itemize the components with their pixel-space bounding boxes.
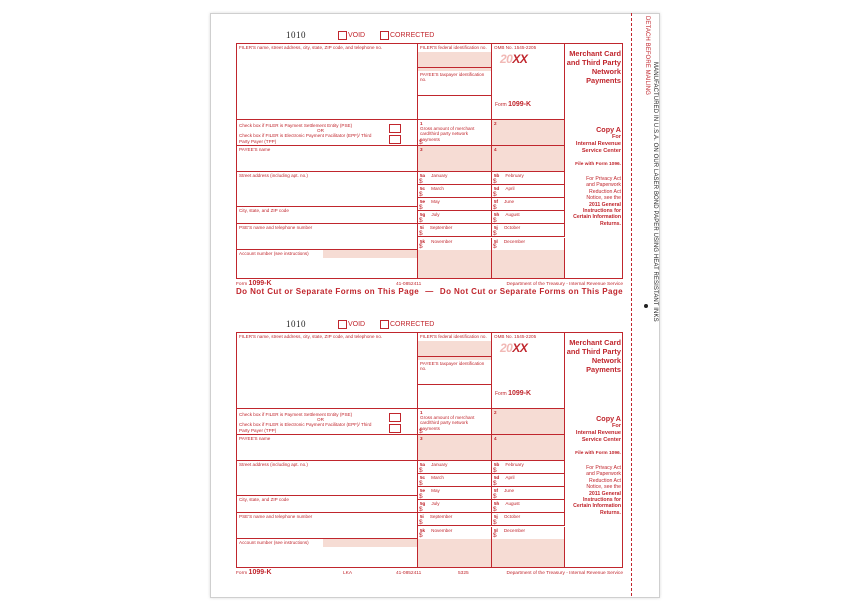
payee-name-field[interactable]	[237, 435, 418, 461]
pse-checkbox[interactable]	[389, 413, 401, 422]
month-dollar: $	[419, 190, 423, 198]
epf-checkbox[interactable]	[389, 424, 401, 433]
separator-dash: —	[425, 287, 434, 296]
month-box-number: 5j	[494, 225, 498, 231]
year-prefix: 20	[500, 341, 513, 355]
general-line: Certain Information	[573, 214, 621, 221]
or-label: OR	[317, 417, 324, 423]
privacy-line: Reduction Act	[588, 188, 621, 195]
account-number-field[interactable]	[237, 250, 418, 278]
for-label: For	[611, 423, 621, 429]
month-name-label: May	[431, 488, 440, 494]
month-box-may[interactable]	[418, 198, 492, 211]
copy-label: Copy A	[596, 414, 621, 423]
blank-tint-right	[492, 539, 565, 567]
privacy-line: Notice, see the	[586, 195, 621, 202]
fed-id-tint	[418, 52, 491, 67]
month-dollar: $	[419, 532, 423, 540]
title-line-1: Merchant Card	[569, 49, 621, 58]
account-number-field[interactable]	[237, 539, 418, 567]
month-dollar: $	[419, 204, 423, 212]
month-box-april[interactable]	[492, 474, 565, 487]
general-line: 2011 General	[588, 201, 621, 208]
month-name-label: September	[429, 514, 453, 520]
month-box-february[interactable]	[492, 461, 565, 474]
form-number: 1099-K	[508, 101, 532, 108]
form-footer	[236, 569, 623, 576]
account-tint	[323, 250, 417, 258]
epf-checkbox[interactable]	[389, 135, 401, 144]
box4-field[interactable]	[492, 146, 565, 172]
box3-field[interactable]	[418, 146, 492, 172]
month-name-label: February	[505, 462, 524, 467]
box1-dollar: $	[419, 138, 423, 146]
box2-field[interactable]	[492, 120, 565, 146]
street-label: Street address (including apt. no.)	[239, 462, 308, 467]
footer-form-number: 1099-K	[248, 280, 272, 287]
form-number: 1099-K	[508, 390, 532, 397]
pse-check-label: Check box if FILER is Payment Settlement Entity (PSE)	[239, 123, 353, 128]
month-box-december[interactable]	[492, 238, 565, 251]
form-title	[565, 49, 621, 85]
privacy-notice	[565, 176, 621, 227]
month-box-number: 5g	[420, 501, 426, 507]
form-grid	[236, 332, 623, 568]
separator-text-left: Do Not Cut or Separate Forms on This Page	[236, 287, 420, 296]
box4-field[interactable]	[492, 435, 565, 461]
privacy-line: For Privacy Act	[586, 176, 621, 182]
month-box-number: 5b	[494, 462, 500, 467]
form-grid	[236, 43, 623, 279]
pse-name-field[interactable]	[237, 513, 418, 539]
month-name-label: July	[431, 212, 440, 218]
month-box-number: 5i	[420, 514, 424, 520]
city-state-zip-field[interactable]	[237, 207, 418, 224]
privacy-line: Reduction Act	[588, 477, 621, 484]
box1-number: 1	[420, 121, 423, 126]
month-box-number: 5b	[494, 173, 500, 178]
month-dollar: $	[493, 230, 497, 238]
footer-code: 5325	[458, 571, 469, 576]
void-checkbox[interactable]	[338, 31, 347, 40]
form-word: Form	[495, 391, 507, 397]
title-line-3: Network Payments	[586, 356, 621, 374]
street-label: Street address (including apt. no.)	[239, 173, 308, 178]
box1-field[interactable]	[418, 120, 492, 146]
month-dollar: $	[419, 493, 423, 501]
month-box-april[interactable]	[492, 185, 565, 198]
form-title	[565, 338, 621, 374]
center-label: Service Center	[581, 437, 621, 443]
street-address-field[interactable]	[237, 172, 418, 207]
privacy-notice	[565, 465, 621, 516]
form-code: 1010	[286, 30, 306, 40]
month-name-label: December	[503, 238, 526, 244]
month-box-number: 5a	[420, 462, 426, 467]
form-name-label	[495, 391, 531, 397]
month-box-june[interactable]	[492, 487, 565, 500]
pse-name-label: PSE'S name and telephone number	[239, 514, 313, 519]
month-name-label: June	[504, 488, 515, 494]
corrected-checkbox[interactable]	[380, 320, 389, 329]
filer-federal-id-field[interactable]	[418, 44, 492, 68]
month-box-number: 5f	[494, 199, 499, 205]
omb-number: OMB No. 1545-2205	[494, 334, 537, 339]
month-box-october[interactable]	[492, 513, 565, 526]
payee-taxpayer-id-field[interactable]	[418, 357, 492, 385]
footer-catalog-number: 41-0852411	[396, 571, 422, 576]
bullet-dot	[644, 304, 648, 308]
corrected-label: CORRECTED	[390, 321, 435, 328]
month-box-august[interactable]	[492, 500, 565, 513]
privacy-line: and Paperwork	[586, 182, 621, 189]
month-dollar: $	[419, 177, 423, 185]
form-name-label	[495, 102, 531, 108]
month-box-number: 5l	[494, 527, 498, 533]
month-box-january[interactable]	[418, 461, 492, 474]
account-label: Account number (see instructions)	[239, 540, 309, 545]
month-box-number: 5h	[494, 212, 500, 218]
month-dollar: $	[419, 243, 423, 251]
general-line: Instructions for	[582, 208, 621, 215]
month-name-label: November	[431, 527, 453, 533]
payee-name-field[interactable]	[237, 146, 418, 172]
footer-department: Department of the Treasury - Internal Revenue Service	[506, 571, 623, 576]
month-box-number: 5j	[494, 514, 498, 520]
month-box-number: 5a	[420, 173, 426, 178]
copy-panel	[565, 120, 621, 227]
perforation-line	[631, 13, 632, 596]
void-label: VOID	[348, 32, 366, 39]
manufacturer-notice: MANUFACTURED IN U.S.A. ON OUR LASER BOND PAPER USING HEAT RESISTANT INKS	[652, 62, 658, 322]
irs-label: Internal Revenue	[575, 141, 621, 147]
payee-name-label: PAYEE'S name	[239, 147, 271, 152]
month-name-label: August	[505, 212, 520, 218]
month-name-label: April	[505, 186, 515, 192]
filer-label: FILER'S name, street address, city, state, ZIP code, and telephone no.	[239, 334, 383, 339]
month-box-february[interactable]	[492, 172, 565, 185]
form-word: Form	[495, 102, 507, 108]
month-box-number: 5c	[420, 186, 426, 192]
fed-id-tint	[418, 341, 491, 356]
month-box-number: 5f	[494, 488, 499, 494]
blank-tint-left	[418, 250, 492, 278]
month-box-number: 5g	[420, 212, 426, 218]
month-name-label: July	[431, 501, 440, 507]
filer-fed-id-label: FILER'S federal identification no.	[420, 334, 487, 339]
month-name-label: January	[431, 173, 448, 178]
privacy-line: For Privacy Act	[586, 465, 621, 471]
month-box-number: 5c	[420, 475, 426, 481]
month-dollar: $	[493, 177, 497, 185]
month-box-number: 5d	[494, 186, 500, 192]
account-tint	[323, 539, 417, 547]
month-dollar: $	[493, 204, 497, 212]
pse-name-label: PSE'S name and telephone number	[239, 225, 313, 230]
filer-fed-id-label: FILER'S federal identification no.	[420, 45, 487, 50]
month-box-september[interactable]	[418, 513, 492, 526]
void-checkbox[interactable]	[338, 320, 347, 329]
box2-number: 2	[494, 121, 497, 126]
month-box-july[interactable]	[418, 211, 492, 224]
box3-number: 3	[420, 436, 423, 441]
footer-lka: LKA	[343, 571, 353, 576]
year-suffix: XX	[512, 341, 528, 355]
filer-label: FILER'S name, street address, city, state, ZIP code, and telephone no.	[239, 45, 383, 50]
month-box-january[interactable]	[418, 172, 492, 185]
general-line: Certain Information	[573, 503, 621, 510]
payee-id-tint-top	[418, 68, 491, 71]
month-box-june[interactable]	[492, 198, 565, 211]
epf-check-label: Check box if FILER is Electronic Payment Facilitator (EPF)/ Third Party Payer (TPP)	[239, 422, 372, 433]
spacer	[418, 385, 492, 409]
month-name-label: December	[503, 527, 526, 533]
file-with-label: File with Form 1096.	[575, 451, 621, 456]
month-box-september[interactable]	[418, 224, 492, 237]
month-dollar: $	[493, 190, 497, 198]
filer-type-checks	[237, 120, 418, 146]
month-box-may[interactable]	[418, 487, 492, 500]
box1-field[interactable]	[418, 409, 492, 435]
month-box-number: 5h	[494, 501, 500, 507]
form-header	[236, 30, 623, 43]
irs-label: Internal Revenue	[575, 430, 621, 436]
month-name-label: October	[503, 225, 521, 231]
payee-taxpayer-id-label: PAYEE'S taxpayer identification no.	[420, 72, 485, 83]
pse-checkbox[interactable]	[389, 124, 401, 133]
void-label: VOID	[348, 321, 366, 328]
box1-number: 1	[420, 410, 423, 415]
footer-form-word: Form	[236, 282, 248, 287]
month-name-label: March	[431, 475, 444, 481]
form-code: 1010	[286, 319, 306, 329]
month-box-december[interactable]	[492, 527, 565, 540]
month-dollar: $	[493, 479, 497, 487]
month-box-october[interactable]	[492, 224, 565, 237]
box1-dollar: $	[419, 427, 423, 435]
month-dollar: $	[493, 466, 497, 474]
year-suffix: XX	[512, 52, 528, 66]
month-name-label: May	[431, 199, 440, 205]
general-line: Returns.	[599, 509, 621, 516]
privacy-line: and Paperwork	[586, 471, 621, 478]
month-box-march[interactable]	[418, 185, 492, 198]
for-label: For	[611, 134, 621, 140]
month-dollar: $	[419, 230, 423, 238]
month-dollar: $	[419, 479, 423, 487]
month-box-july[interactable]	[418, 500, 492, 513]
footer-form-number: 1099-K	[248, 569, 272, 576]
title-line-3: Network Payments	[586, 67, 621, 85]
footer-catalog-number: 41-0852411	[396, 282, 422, 287]
filer-federal-id-field[interactable]	[418, 333, 492, 357]
footer-form-word: Form	[236, 571, 248, 576]
form-header	[236, 319, 623, 332]
box4-number: 4	[494, 436, 497, 441]
copy-panel	[565, 409, 621, 516]
omb-number: OMB No. 1545-2205	[494, 45, 537, 50]
blank-tint-left	[418, 539, 492, 567]
file-with-label: File with Form 1096.	[575, 162, 621, 167]
month-dollar: $	[419, 519, 423, 527]
form-1099k-top	[236, 30, 623, 303]
month-dollar: $	[493, 243, 497, 251]
or-label: OR	[317, 128, 324, 134]
month-dollar: $	[493, 506, 497, 514]
separator-warning	[236, 287, 623, 296]
month-box-november[interactable]	[418, 238, 492, 251]
form-1099k-bottom	[236, 319, 623, 592]
filer-type-checks	[237, 409, 418, 435]
omb-year-block	[492, 44, 565, 96]
month-box-number: 5d	[494, 475, 500, 481]
form-id-block	[492, 385, 565, 409]
month-name-label: September	[429, 225, 453, 231]
city-state-zip-field[interactable]	[237, 496, 418, 513]
box2-number: 2	[494, 410, 497, 415]
box1-label: Gross amount of merchant card/third party network payments	[420, 126, 475, 142]
payee-name-label: PAYEE'S name	[239, 436, 271, 441]
month-box-number: 5i	[420, 225, 424, 231]
month-name-label: January	[431, 462, 448, 467]
month-dollar: $	[493, 493, 497, 501]
month-dollar: $	[419, 217, 423, 225]
month-dollar: $	[493, 532, 497, 540]
center-label: Service Center	[581, 148, 621, 154]
month-dollar: $	[419, 466, 423, 474]
month-name-label: June	[504, 199, 515, 205]
month-dollar: $	[493, 217, 497, 225]
month-box-number: 5k	[420, 238, 426, 244]
city-label: City, state, and ZIP code	[239, 208, 289, 213]
side-margin	[640, 16, 658, 596]
tax-year	[500, 341, 528, 355]
month-box-number: 5l	[494, 238, 498, 244]
street-address-field[interactable]	[237, 461, 418, 496]
month-name-label: October	[503, 514, 521, 520]
box1-label: Gross amount of merchant card/third party network payments	[420, 415, 475, 431]
month-box-number: 5e	[420, 199, 426, 205]
month-name-label: March	[431, 186, 444, 192]
separator-text-right: Do Not Cut or Separate Forms on This Page	[439, 287, 623, 296]
spacer	[418, 96, 492, 120]
month-dollar: $	[419, 506, 423, 514]
payee-id-tint-top	[418, 357, 491, 360]
box2-field[interactable]	[492, 409, 565, 435]
box3-number: 3	[420, 147, 423, 152]
omb-year-block	[492, 333, 565, 385]
payee-taxpayer-id-label: PAYEE'S taxpayer identification no.	[420, 361, 485, 372]
month-dollar: $	[493, 519, 497, 527]
copy-label: Copy A	[596, 125, 621, 134]
month-box-november[interactable]	[418, 527, 492, 540]
filer-info-field[interactable]	[237, 333, 418, 409]
form-footer	[236, 280, 623, 287]
city-label: City, state, and ZIP code	[239, 497, 289, 502]
title-line-2: and Third Party	[566, 58, 621, 67]
general-line: Instructions for	[582, 497, 621, 504]
title-line-1: Merchant Card	[569, 338, 621, 347]
tax-year	[500, 52, 528, 66]
month-name-label: February	[505, 173, 524, 178]
corrected-label: CORRECTED	[390, 32, 435, 39]
box3-field[interactable]	[418, 435, 492, 461]
detach-notice: DETACH BEFORE MAILING	[644, 16, 650, 95]
month-name-label: November	[431, 238, 453, 244]
month-name-label: April	[505, 475, 515, 481]
blank-tint-right	[492, 250, 565, 278]
filer-info-field[interactable]	[237, 44, 418, 120]
month-box-number: 5e	[420, 488, 426, 494]
general-line: 2011 General	[588, 490, 621, 497]
month-box-number: 5k	[420, 527, 426, 533]
account-label: Account number (see instructions)	[239, 251, 309, 256]
privacy-line: Notice, see the	[586, 484, 621, 491]
year-prefix: 20	[500, 52, 513, 66]
footer-department: Department of the Treasury - Internal Revenue Service	[506, 282, 623, 287]
month-box-march[interactable]	[418, 474, 492, 487]
pse-name-field[interactable]	[237, 224, 418, 250]
box4-number: 4	[494, 147, 497, 152]
month-box-august[interactable]	[492, 211, 565, 224]
general-line: Returns.	[599, 220, 621, 227]
corrected-checkbox[interactable]	[380, 31, 389, 40]
form-id-block	[492, 96, 565, 120]
payee-taxpayer-id-field[interactable]	[418, 68, 492, 96]
month-name-label: August	[505, 501, 520, 507]
title-line-2: and Third Party	[566, 347, 621, 356]
pse-check-label: Check box if FILER is Payment Settlement Entity (PSE)	[239, 412, 353, 417]
epf-check-label: Check box if FILER is Electronic Payment Facilitator (EPF)/ Third Party Payer (TPP)	[239, 133, 372, 144]
